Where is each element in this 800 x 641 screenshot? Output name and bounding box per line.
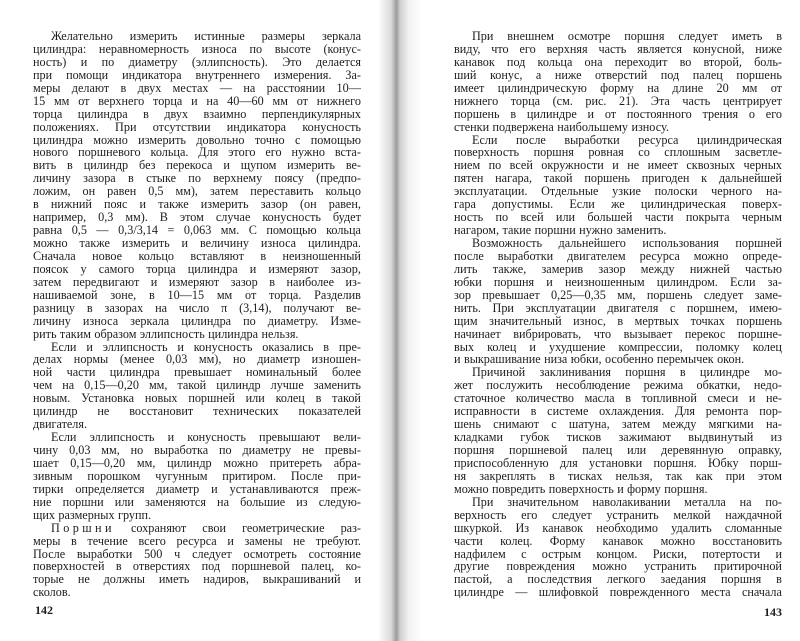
paragraph [33, 341, 361, 432]
paragraph [33, 522, 361, 600]
text-line: чем на 0,15—0,20 мм, такой цилиндр лучше заменить [33, 378, 361, 393]
text-line: чину 0,03 мм, но выработка по диаметру не превы- [33, 443, 361, 457]
text-line: надфилем с острым концом. Риски, потертости и [454, 546, 782, 561]
text-line: меры в течение всего ресурса и замены не требуют. [33, 533, 361, 548]
text-line: поясок у самого торца цилиндра и измеряют зазор, [33, 261, 361, 276]
text-line: двигателя. [33, 417, 88, 432]
text-line: и выкрашивание низа юбки, особенно перемычек окон. [454, 352, 745, 367]
text-line: лить также, замерив зазор между нижней частью [454, 261, 782, 276]
text-line: цилиндра можно измерить довольно точно с помощью [33, 132, 361, 147]
text-line: При внешнем осмотре поршня следует иметь в [472, 29, 782, 43]
text-line: вых колец и ухудшение компрессии, поломку колец [454, 339, 782, 354]
text-line: новым. Установка новых поршней или колец в такой [33, 391, 361, 406]
text-line: ность по всей или большей части покрыта черным [454, 210, 782, 225]
text-line: поверхность поршня ровная со сплошным засветле- [454, 145, 782, 160]
text-line: положениях. При отсутствии индикатора конусность [33, 119, 361, 134]
text-line: личину износа зеркала цилиндра по диаметру. Изме- [33, 313, 361, 328]
text-line: При значительном наволакивании металла на по- [472, 494, 782, 509]
text-line: зор превышает 0,25—0,35 мм, поршень следует заме- [454, 287, 782, 302]
text-line: канавок под кольца она переходит во второй, боль- [454, 54, 782, 69]
text-line: пятен нагара, такой поршень пригоден к дальнейшей [454, 171, 782, 186]
text-line: кладками губок тисков зажимают выдвинутый из [454, 430, 782, 445]
text-line: ня закреплять в тисках нельзя, так как при этом [454, 468, 782, 483]
paragraph [454, 237, 782, 366]
text-line: части колец. Форму канавок можно восстановить [454, 533, 782, 548]
text-line: цилиндр не восстановит технических показателей [33, 404, 361, 419]
text-line: стенки подвержена наибольшему износу. [454, 119, 669, 134]
text-line: вить в цилиндр без перекоса и щупом измерить ве- [33, 158, 361, 173]
text-line: После выработки 500 ч следует осмотреть состояние [33, 546, 361, 561]
text-line: в нижний пояс и также измерить зазор (он равен, [33, 197, 361, 212]
text-line: Поршни сохраняют свои геометрические раз- [51, 520, 361, 535]
text-line: другие повреждения можно устранить притирочной [454, 559, 782, 574]
text-line: торца цилиндра в двух взаимно перпендикулярных [33, 106, 361, 121]
text-line: Возможность дальнейшего использования поршней [472, 236, 782, 250]
text-line: пастой, а последствия легкого заедания поршня в [454, 572, 782, 587]
text-line: приспособленную для установки поршня. Юбку порш- [454, 455, 782, 470]
text-line: личину зазора в стыке по верхнему поясу (предпо- [33, 171, 361, 186]
text-line: ние поршни или заменяются на большие из следую- [33, 494, 361, 509]
text-line: Причиной заклинивания поршня в цилиндре мо- [472, 365, 782, 380]
paragraph [33, 30, 361, 341]
page-number-left: 142 [35, 603, 53, 617]
text-line: ложим, он равен 0,5 мм), затем переставить кольцо [33, 184, 361, 199]
text-line: эксплуатации. Отдельные узкие полоски черного на- [454, 184, 782, 199]
text-line: юбки поршня и неизношенным цилиндром. Если за- [454, 274, 782, 289]
text-line: поршня поршневой палец или деревянную оправку, [454, 443, 782, 457]
text-line: начинает вибрировать, что вызывает перекос поршне- [454, 326, 782, 341]
book-gutter-shadow [378, 0, 422, 641]
text-line: тирки определяется диаметр и устанавливаются преж- [33, 481, 361, 496]
page-number-right: 143 [764, 605, 782, 619]
text-line: делах нормы (менее 0,03 мм), но диаметр изношен- [33, 352, 361, 367]
text-line: меры делают в двух местах — на расстоянии 10— [33, 80, 361, 95]
text-line: Если эллипсность и конусность превышают вели- [51, 430, 361, 445]
text-line: имеет цилиндрическую форму на длине 20 мм от [454, 80, 782, 95]
text-line: зивным порошком чугунным притиром. После при- [33, 468, 361, 483]
text-line: поверхностей в отверстиях под поршневой палец, ко- [33, 559, 361, 574]
text-line: виду, что его верхняя часть является конусной, ниже [454, 41, 782, 56]
text-line: цилиндре — шлифовкой поврежденного места сначала [454, 585, 782, 600]
right-page-text [454, 30, 782, 599]
text-line: 15 мм от верхнего торца и на 40—60 мм от нижнего [33, 93, 361, 108]
text-line: шкуркой. Из канавок необходимо удалить сломанные [454, 520, 782, 535]
spaced-emphasis: Поршни [51, 520, 115, 535]
paragraph [454, 496, 782, 600]
text-line: нижнего торца (см. рис. 21). Эта часть центрирует [454, 93, 782, 108]
paragraph [454, 134, 782, 238]
text-line: щим значительный износ, в мертвых точках поршень [454, 313, 782, 328]
text-line: рить таким образом эллипсность цилиндра нельзя. [33, 326, 299, 341]
paragraph [454, 366, 782, 495]
text-line: ной части цилиндра превышает номинальный более [33, 365, 361, 380]
text-line: равна 0,5 — 0,3/3,14 = 0,063 мм. С помощью кольца [33, 223, 361, 238]
text-line: жет послужить несоблюдение режима обкатки, недо- [454, 378, 782, 393]
text-line: Если и эллипсность и конусность оказались в пре- [51, 339, 361, 354]
left-page-text [33, 30, 361, 599]
text-line: верхность его следует устранить мелкой наждачной [454, 507, 782, 522]
text-line: торые не должны иметь надиров, выкрашиваний и [33, 572, 361, 587]
text-line: можно повредить поверхность и форму поршня. [454, 481, 708, 496]
text-line: Желательно измерить истинные размеры зеркала [51, 29, 361, 43]
text-line: нового поршневого кольца. Для этого его нужно вста- [33, 145, 361, 160]
paragraph [454, 30, 782, 134]
text-line: статочное количество масла в топливной смеси и не- [454, 391, 782, 406]
text-line: поршень в цилиндре и от постоянного трения о его [454, 106, 782, 121]
paragraph [33, 431, 361, 522]
text-line: цилиндра: неравномерность износа по высоте (конус- [33, 41, 361, 56]
text-line: нашиваемой зоне, в 10—15 мм от торца. Разделив [33, 287, 361, 302]
text-line: шает 0,15—0,20 мм, цилиндр можно притереть абра- [33, 455, 361, 470]
text-line: разницу в зазорах на число π (3,14), получают ве- [33, 300, 361, 315]
text-line: шень снимают с шатуна, затем между мягкими на- [454, 417, 782, 432]
text-line: например, 0,3 мм). В этом случае конусность будет [33, 210, 361, 225]
text-line: Сначала новое кольцо вставляют в неизношенный [33, 248, 361, 263]
text-line: исправности в системе охлаждения. Для ремонта пор- [454, 404, 782, 419]
text-line: гара допустимы. Если же цилиндрическая поверх- [454, 197, 782, 212]
text-line: нием по всей окружности и не имеет сквозных черных [454, 158, 782, 173]
text-line: после выработки двигателем ресурса можно опреде- [454, 248, 782, 263]
text-line: ность) и по диаметру (эллипсность). Это делается [33, 54, 361, 69]
text-line: сколов. [33, 585, 71, 600]
text-line: нить. При эксплуатации двигателя с поршнем, имею- [454, 300, 782, 315]
text-line: Если после выработки ресурса цилиндрическая [472, 132, 782, 147]
text-line: ший конус, а ниже отверстий под палец поршень [454, 67, 782, 82]
text-line: можно также измерить и величину износа цилиндра. [33, 236, 361, 250]
text-line: затем передвигают и измеряют зазор в наиболее из- [33, 274, 361, 289]
text-line: нагаром, такие поршни нужно заменить. [454, 223, 667, 238]
text-line: при помощи индикатора внутреннего измерения. За- [33, 67, 361, 82]
text-line: щих размерных групп. [33, 507, 152, 522]
